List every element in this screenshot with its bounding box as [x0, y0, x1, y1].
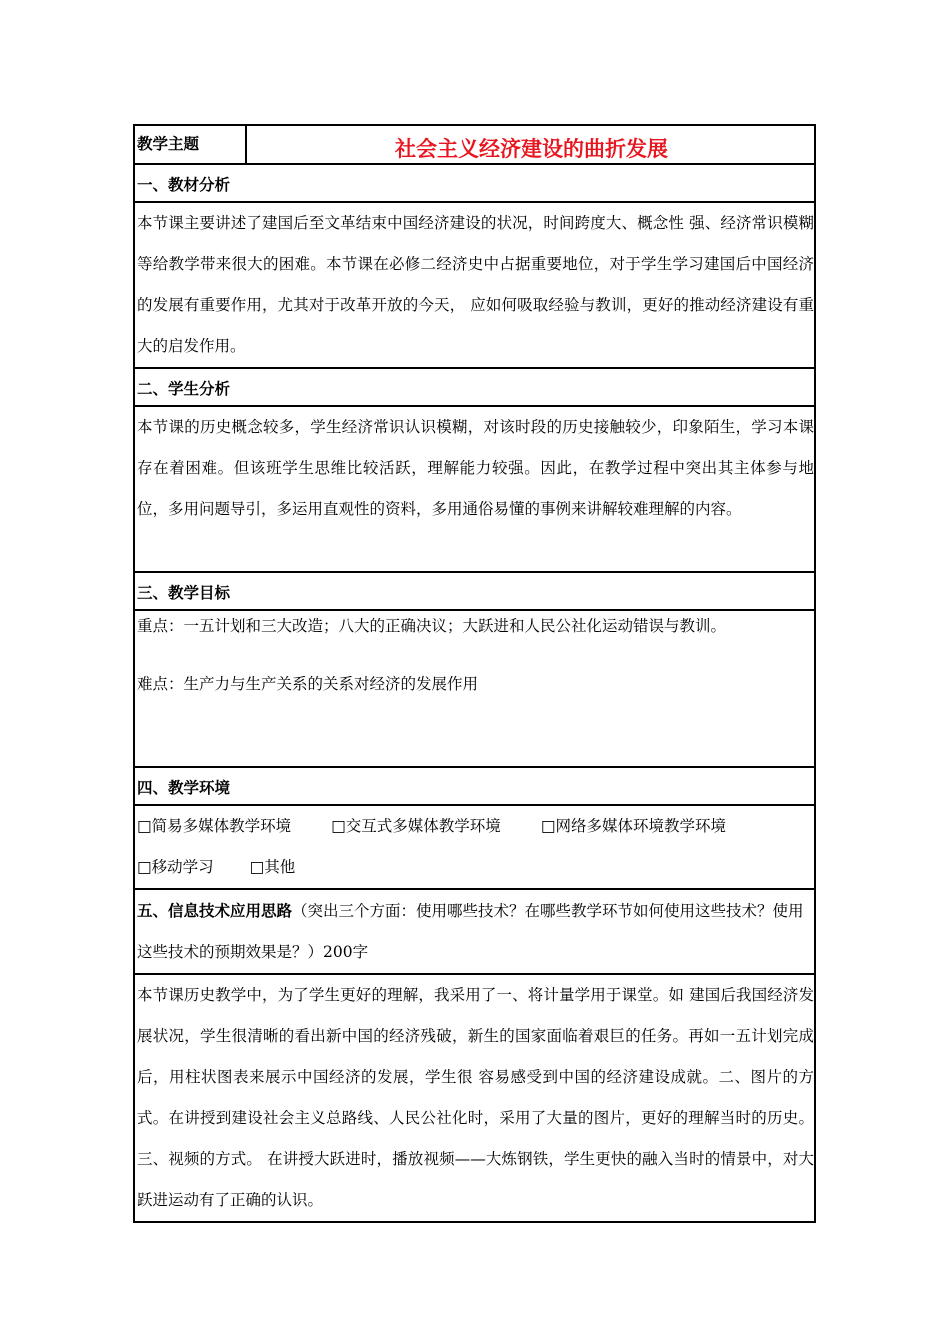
section-body-it: 本节课历史教学中，为了学生更好的理解，我采用了一、将计量学用于课堂。如 建国后我国经济发展状况，学生很清晰的看出新中国的经济残破，新生的国家面临着艰巨的任务。再如一五计划完成后，用柱状图表来展示中国经济的发展，学生很 容易感受到中国的经济建设成就。二、图片的方式。在讲授到建设社会主义总路线、人民公社化时，采用了大量的图片，更好的理解当时的历史。三、视频的方式。 在讲授大跃进时，播放视频——大炼钢铁，学生更快的融入当时的情景中，对大跃进运动有了正确的认识。 — [134, 974, 815, 1222]
environment-options — [134, 805, 815, 889]
section-body-analysis: 本节课主要讲述了建国后至文革结束中国经济建设的状况，时间跨度大、概念性 强、经济常识模糊等给教学带来很大的困难。本节课在必修二经济史中占据重要地位，对于学生学习建国后中国经济的发展有重要作用，尤其对于改革开放的今天， 应如何吸取经验与教训，更好的推动经济建设有重大的启发作用。 — [134, 202, 815, 368]
section-heading-environment: 四、教学环境 — [134, 767, 815, 805]
section-heading-analysis: 一、教材分析 — [134, 164, 815, 202]
key-points: 重点：一五计划和三大改造；八大的正确决议；大跃进和人民公社化运动错误与教训。 — [137, 617, 727, 635]
lesson-plan-page — [133, 124, 814, 1223]
option-simple-multimedia[interactable]: □简易多媒体教学环境 — [137, 817, 292, 835]
section-heading-students: 二、学生分析 — [134, 368, 815, 406]
option-interactive-multimedia[interactable]: □交互式多媒体教学环境 — [331, 817, 501, 835]
it-heading-note: （突出三个方面：使用哪些技术？在哪些教学环节如何使用这些技术？使用这些技术的预期效果是？）200字 — [137, 902, 804, 961]
title-label: 教学主题 — [134, 125, 246, 164]
section-heading-it — [134, 889, 815, 974]
lesson-plan-table — [133, 124, 816, 1223]
difficulties: 难点：生产力与生产关系的关系对经济的发展作用 — [137, 675, 479, 693]
option-network-multimedia[interactable]: □网络多媒体环境教学环境 — [540, 817, 726, 835]
section-body-goals — [134, 610, 815, 767]
page-title: 社会主义经济建设的曲折发展 — [246, 125, 815, 164]
it-heading-title: 五、信息技术应用思路 — [137, 901, 293, 920]
option-mobile-learning[interactable]: □移动学习 — [137, 858, 214, 876]
title-row — [134, 125, 815, 164]
section-heading-goals: 三、教学目标 — [134, 572, 815, 610]
section-body-students: 本节课的历史概念较多，学生经济常识认识模糊，对该时段的历史接触较少，印象陌生，学习本课存在着困难。但该班学生思维比较活跃，理解能力较强。因此，在教学过程中突出其主体参与地位，多用问题导引，多运用直观性的资料，多用通俗易懂的事例来讲解较难理解的内容。 — [134, 406, 815, 572]
option-other[interactable]: □其他 — [249, 858, 296, 876]
